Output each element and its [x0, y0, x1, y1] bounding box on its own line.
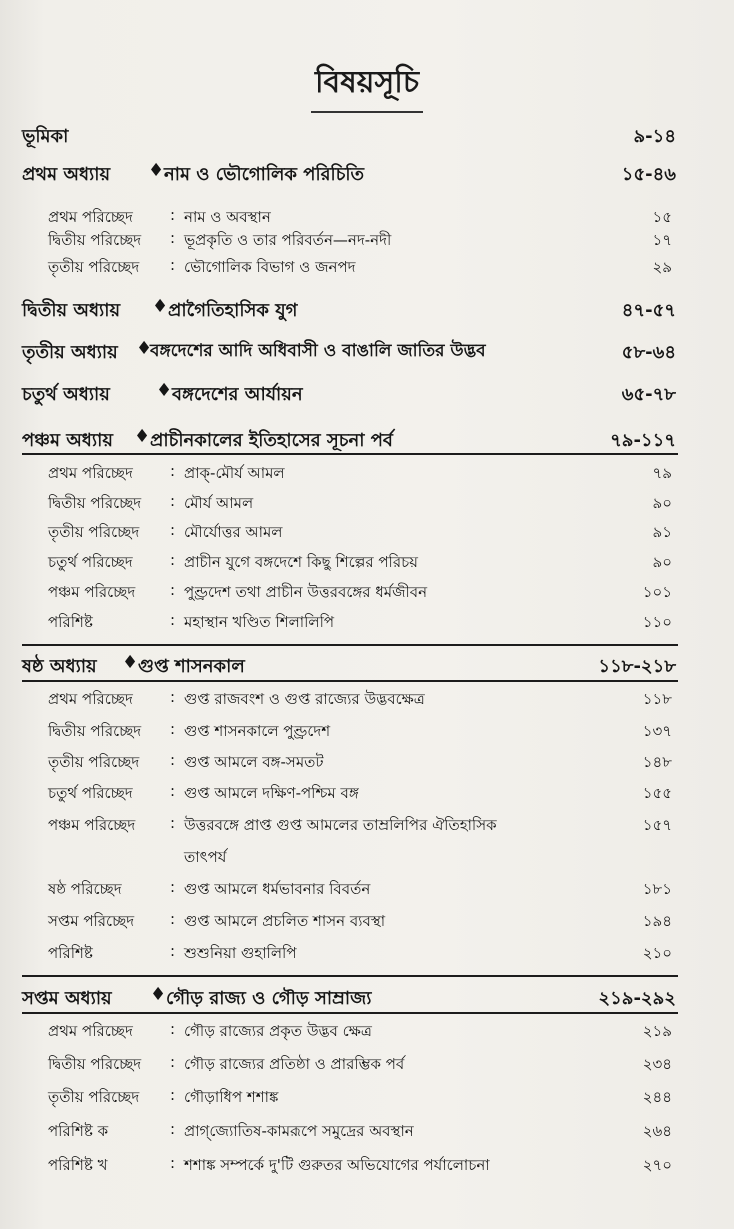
page-number: ১১৮-২১৮ — [598, 656, 676, 677]
section-title: গৌড় রাজ্যের প্রকৃত উদ্ভব ক্ষেত্র — [184, 1022, 372, 1040]
section-title: প্রাক্-মৌর্য আমল — [184, 464, 285, 482]
section-title: গৌড় রাজ্যের প্রতিষ্ঠা ও প্রারম্ভিক পর্ব — [184, 1055, 405, 1073]
section-title: মৌর্য আমল — [184, 494, 254, 512]
section-label: তৃতীয় পরিচ্ছেদ — [48, 753, 140, 771]
colon: : — [170, 611, 176, 629]
divider — [22, 975, 678, 977]
page-number: ১৫৭ — [642, 816, 672, 834]
divider — [22, 453, 678, 455]
section-title: গৌড়াধিপ শশাঙ্ক — [184, 1088, 279, 1106]
section-label: দ্বিতীয় পরিচ্ছেদ — [48, 1055, 142, 1073]
chapter-title: গুপ্ত শাসনকাল — [138, 656, 245, 677]
chapter-label: প্রথম অধ্যায় — [22, 164, 111, 185]
colon: : — [170, 910, 176, 928]
section-label: তৃতীয় পরিচ্ছেদ — [48, 258, 140, 276]
page-number: ২৯ — [652, 258, 672, 276]
section-label: দ্বিতীয় পরিচ্ছেদ — [48, 494, 142, 512]
chapter-label: সপ্তম অধ্যায় — [22, 988, 112, 1009]
chapter-title: প্রাগৈতিহাসিক যুগ — [168, 300, 298, 321]
section-title: গুপ্ত আমলে ধর্মভাবনার বিবর্তন — [184, 880, 371, 898]
colon: : — [170, 1086, 176, 1104]
page-number: ৫৮-৬৪ — [621, 342, 676, 363]
page-number: ৯১ — [652, 523, 672, 541]
section-title: উত্তরবঙ্গে প্রাপ্ত গুপ্ত আমলের তাম্রলিপির ঐতিহাসিক — [184, 816, 497, 834]
section-label: প্রথম পরিচ্ছেদ — [48, 208, 133, 226]
page-number: ২১০ — [642, 944, 672, 962]
page-number: ১৫-৪৬ — [621, 164, 676, 185]
section-title: মৌর্যোত্তর আমল — [184, 523, 283, 541]
bullet-icon: ♦ — [148, 160, 165, 181]
section-title: ভৌগোলিক বিভাগ ও জনপদ — [184, 258, 356, 276]
chapter-title: গৌড় রাজ্য ও গৌড় সাম্রাজ্য — [166, 988, 372, 1009]
section-label: তৃতীয় পরিচ্ছেদ — [48, 523, 140, 541]
section-label: পরিশিষ্ট — [48, 613, 93, 631]
divider — [22, 1012, 678, 1014]
section-title: পুণ্ড্রদেশ তথা প্রাচীন উত্তরবঙ্গের ধর্মজীবন — [184, 583, 428, 601]
page-number: ২৩৪ — [642, 1055, 672, 1073]
page-number: ১৯৪ — [642, 912, 672, 930]
colon: : — [170, 256, 176, 274]
section-title: গুপ্ত রাজবংশ ও গুপ্ত রাজ্যের উদ্ভবক্ষেত্র — [184, 690, 425, 708]
chapter-title: বঙ্গদেশের আদি অধিবাসী ও বাঙালি জাতির উদ্ভব — [150, 341, 486, 361]
page-number: ১৪৮ — [642, 753, 672, 771]
page-number: ৯০ — [652, 553, 672, 571]
section-label: দ্বিতীয় পরিচ্ছেদ — [48, 231, 142, 249]
page-number: ১০১ — [642, 583, 672, 601]
colon: : — [170, 1053, 176, 1071]
chapter-title: প্রাচীনকালের ইতিহাসের সূচনা পর্ব — [150, 430, 393, 451]
colon: : — [170, 688, 176, 706]
page-number: ৯০ — [652, 494, 672, 512]
bullet-icon: ♦ — [150, 984, 167, 1005]
colon: : — [170, 751, 176, 769]
section-label: তৃতীয় পরিচ্ছেদ — [48, 1088, 140, 1106]
chapter-label: চতুর্থ অধ্যায় — [22, 384, 110, 405]
colon: : — [170, 229, 176, 247]
colon: : — [170, 521, 176, 539]
section-label: পরিশিষ্ট ক — [48, 1122, 109, 1140]
chapter-label: তৃতীয় অধ্যায় — [22, 342, 118, 363]
colon: : — [170, 581, 176, 599]
page-number: ১৮১ — [642, 880, 672, 898]
page-number: ৯-১৪ — [633, 126, 676, 147]
section-title: শশাঙ্ক সম্পর্কে দু'টি গুরুতর অভিযোগের পর্যালোচনা — [184, 1156, 490, 1174]
section-title: গুপ্ত আমলে বঙ্গ-সমতট — [184, 753, 324, 771]
section-title: গুপ্ত শাসনকালে পুণ্ড্রদেশ — [184, 722, 331, 740]
colon: : — [170, 206, 176, 224]
chapter-label: দ্বিতীয় অধ্যায় — [22, 300, 121, 321]
colon: : — [170, 551, 176, 569]
page-number: ২১৯ — [642, 1022, 672, 1040]
colon: : — [170, 1020, 176, 1038]
divider — [22, 680, 678, 682]
section-label: প্রথম পরিচ্ছেদ — [48, 464, 133, 482]
bullet-icon: ♦ — [152, 296, 169, 317]
chapter-label: পঞ্চম অধ্যায় — [22, 430, 113, 451]
bullet-icon: ♦ — [156, 380, 173, 401]
page-number: ১১০ — [642, 613, 672, 631]
bullet-icon: ♦ — [134, 426, 151, 447]
page-title: বিষয়সূচি — [0, 58, 734, 113]
colon: : — [170, 462, 176, 480]
section-title: নাম ও অবস্থান — [184, 208, 271, 226]
chapter-label: ষষ্ঠ অধ্যায় — [22, 656, 97, 677]
divider — [22, 644, 678, 646]
section-title: ভূপ্রকৃতি ও তার পরিবর্তন—নদ-নদী — [184, 231, 392, 249]
page-number: ২১৯-২৯২ — [598, 988, 676, 1009]
section-title-continued: তাৎপর্য — [184, 848, 227, 866]
page-number: ১৫ — [652, 208, 672, 226]
section-title: প্রাচীন যুগে বঙ্গদেশে কিছু শিল্পের পরিচয় — [184, 553, 419, 571]
colon: : — [170, 878, 176, 896]
section-label: পঞ্চম পরিচ্ছেদ — [48, 583, 136, 601]
section-label: পরিশিষ্ট খ — [48, 1156, 108, 1174]
section-label: চতুর্থ পরিচ্ছেদ — [48, 553, 133, 571]
section-title: গুপ্ত আমলে প্রচলিত শাসন ব্যবস্থা — [184, 912, 386, 930]
page-number: ১৫৫ — [642, 784, 672, 802]
colon: : — [170, 782, 176, 800]
page-number: ২৪৪ — [642, 1088, 672, 1106]
bullet-icon: ♦ — [122, 652, 139, 673]
page-number: ৭৯-১১৭ — [610, 430, 676, 451]
section-title: গুপ্ত আমলে দক্ষিণ-পশ্চিম বঙ্গ — [184, 784, 359, 802]
page-number: ১৩৭ — [642, 722, 672, 740]
page-number: ৬৫-৭৮ — [621, 384, 676, 405]
section-label: চতুর্থ পরিচ্ছেদ — [48, 784, 133, 802]
colon: : — [170, 720, 176, 738]
section-title: শুশুনিয়া গুহালিপি — [184, 944, 297, 962]
colon: : — [170, 1154, 176, 1172]
section-label: পরিশিষ্ট — [48, 944, 93, 962]
colon: : — [170, 814, 176, 832]
bullet-icon: ♦ — [136, 338, 153, 359]
section-label: পঞ্চম পরিচ্ছেদ — [48, 816, 136, 834]
chapter-title: নাম ও ভৌগোলিক পরিচিতি — [164, 164, 365, 185]
section-title: মহাস্থান খণ্ডিত শিলালিপি — [184, 613, 335, 631]
colon: : — [170, 1120, 176, 1138]
page-number: ৪৭-৫৭ — [621, 300, 676, 321]
section-label: দ্বিতীয় পরিচ্ছেদ — [48, 722, 142, 740]
section-label: প্রথম পরিচ্ছেদ — [48, 690, 133, 708]
section-label: সপ্তম পরিচ্ছেদ — [48, 912, 135, 930]
page-number: ১৭ — [652, 231, 672, 249]
chapter-title: বঙ্গদেশের আর্যায়ন — [172, 384, 303, 405]
page-number: ২৬৪ — [642, 1122, 672, 1140]
page-number: ২৭০ — [642, 1156, 672, 1174]
page-number: ১১৮ — [642, 690, 672, 708]
colon: : — [170, 942, 176, 960]
section-label: ষষ্ঠ পরিচ্ছেদ — [48, 880, 122, 898]
page-number: ৭৯ — [652, 464, 672, 482]
section-title: প্রাগ্‌জ্যোতিষ-কামরূপে সমুদ্রের অবস্থান — [184, 1122, 414, 1140]
section-label: প্রথম পরিচ্ছেদ — [48, 1022, 133, 1040]
entry-label: ভূমিকা — [22, 126, 69, 147]
colon: : — [170, 492, 176, 510]
